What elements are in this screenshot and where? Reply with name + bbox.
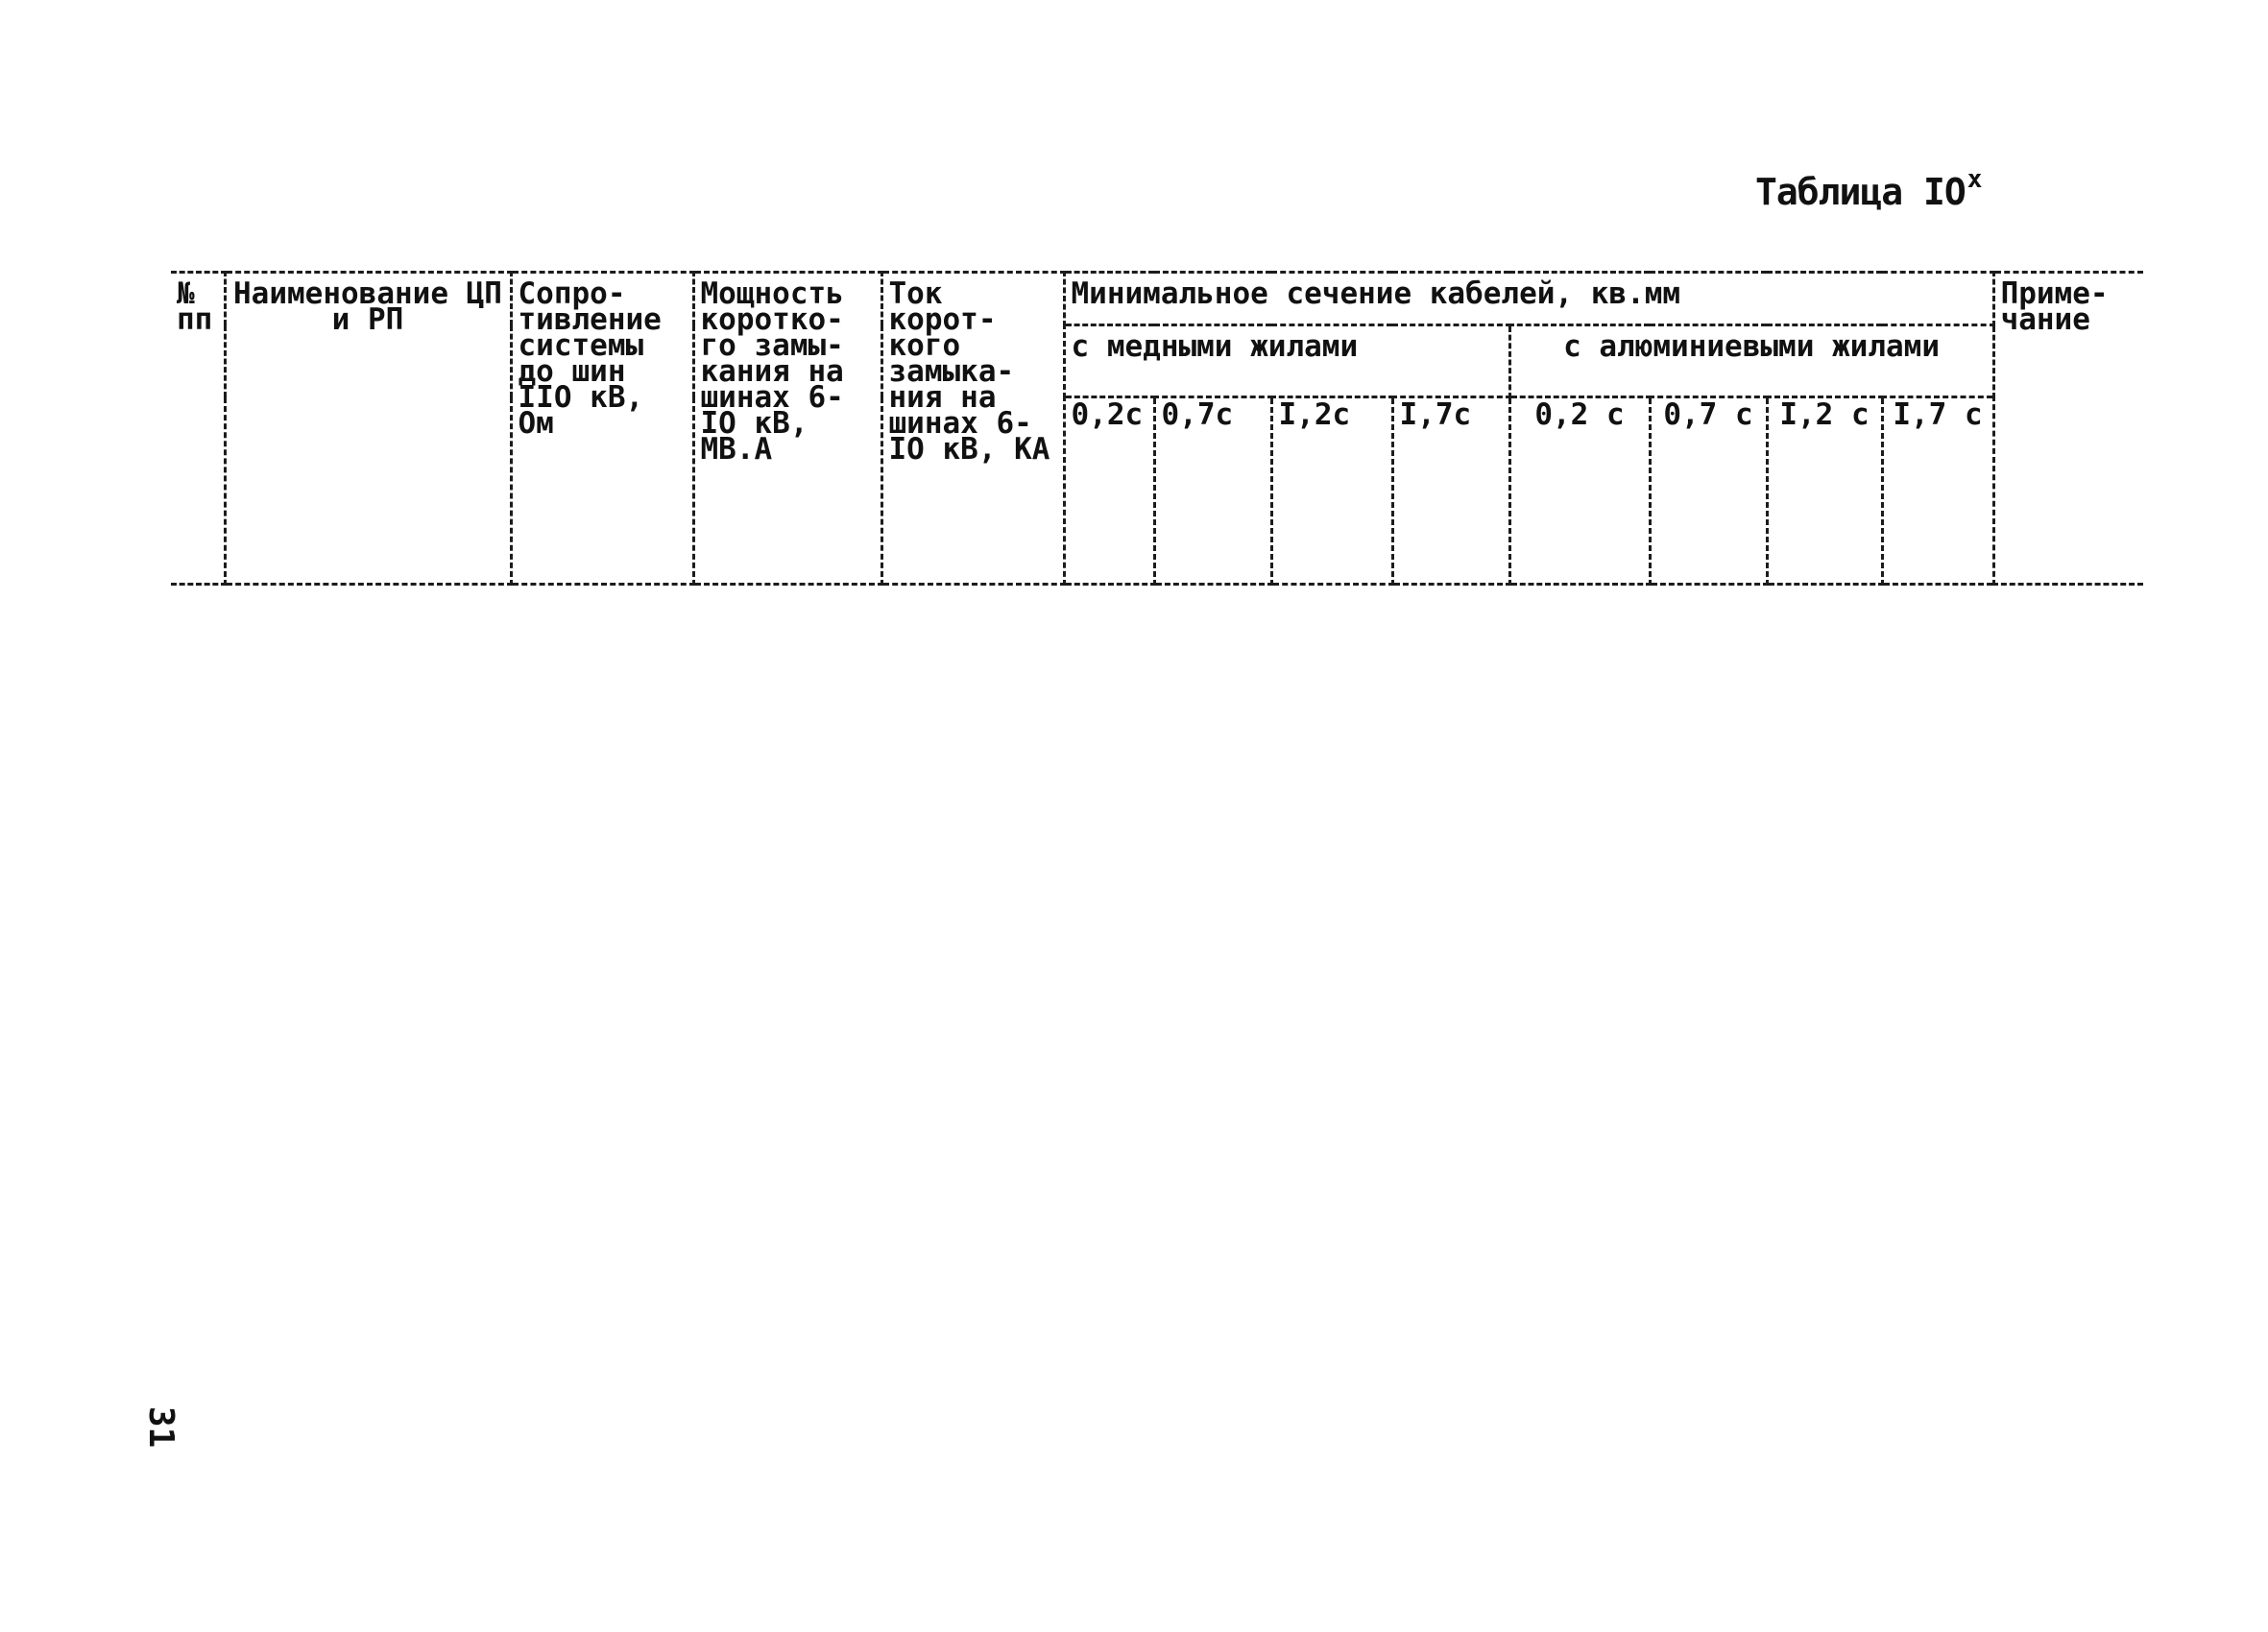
aluminum-time-cell: I,2 с <box>1767 397 1882 585</box>
table-title <box>1755 165 1982 213</box>
page-number: 31 <box>141 1405 181 1449</box>
header-aluminum: с алюминиевыми жилами <box>1509 325 1993 397</box>
aluminum-time-cell: 0,7 с <box>1650 397 1767 585</box>
aluminum-time-cell: I,7 с <box>1882 397 1993 585</box>
copper-time-cell: I,2с <box>1271 397 1392 585</box>
header-min-section: Минимальное сечение кабелей, кв.мм <box>1064 273 1993 325</box>
header-resistance: Сопро-тивление системы до шин IIO кВ, Ом <box>511 273 693 585</box>
header-copper: с медными жилами <box>1064 325 1509 397</box>
table-title-superscript: x <box>1966 165 1982 194</box>
typed-table <box>171 271 2143 586</box>
copper-time-cell: 0,2с <box>1064 397 1154 585</box>
copper-time-cell: I,7с <box>1392 397 1509 585</box>
header-note: Приме-чание <box>1993 273 2143 585</box>
header-current: Ток корот-кого замыка-ния на шинах 6-IO кВ, КА <box>881 273 1064 585</box>
table-title-text: Таблица IO <box>1755 171 1966 213</box>
header-name: Наименование ЦП и РП <box>225 273 511 585</box>
header-number: № пп <box>171 273 225 585</box>
copper-time-cell: 0,7с <box>1154 397 1271 585</box>
aluminum-time-cell: 0,2 с <box>1509 397 1650 585</box>
header-power: Мощность коротко-го замы-кания на шинах 6-IO кВ, МВ.А <box>693 273 881 585</box>
